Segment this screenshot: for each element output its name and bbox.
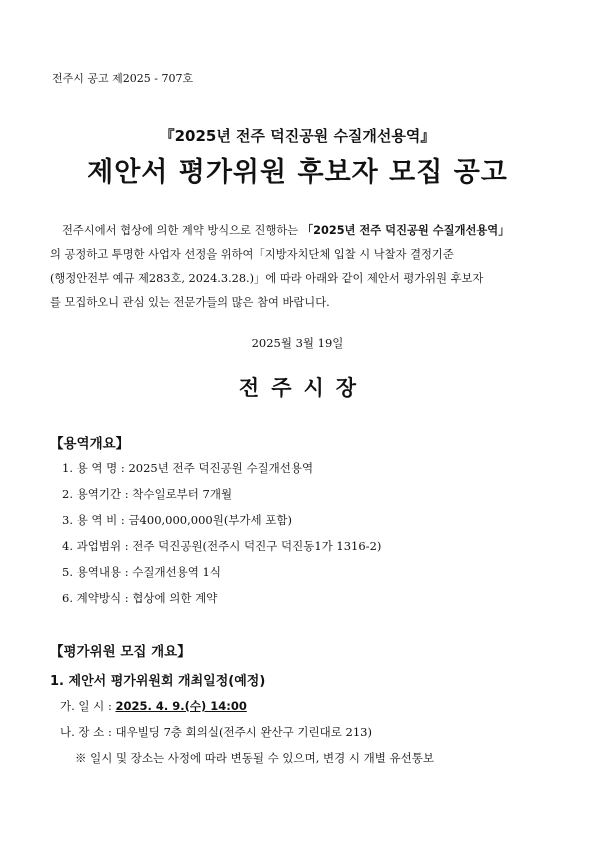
service-item-period: 2. 용역기간 : 착수일로부터 7개월	[62, 487, 233, 501]
notice-number: 전주시 공고 제2025 - 707호	[52, 72, 194, 85]
intro-line-4: 를 모집하오니 관심 있는 전문가들의 많은 참여 바랍니다.	[50, 296, 330, 309]
service-item-contract: 6. 계약방식 : 협상에 의한 계약	[62, 591, 218, 605]
recruitment-heading: 【평가위원 모집 개요】	[50, 644, 191, 660]
intro-line-3: (행정안전부 예규 제283호, 2024.3.28.)」에 따라 아래와 같이 제안서 평가위원 후보자	[50, 272, 484, 285]
committee-schedule-heading: 1. 제안서 평가위원회 개최일정(예정)	[50, 674, 266, 689]
service-item-cost: 3. 용 역 비 : 금400,000,000원(부가세 포함)	[62, 513, 293, 527]
service-item-name: 1. 용 역 명 : 2025년 전주 덕진공원 수질개선용역	[62, 461, 314, 475]
schedule-note: ※ 일시 및 장소는 사정에 따라 변동될 수 있으며, 변경 시 개별 유선통보	[75, 751, 434, 765]
intro-line-1	[62, 222, 562, 238]
schedule-place: 나. 장 소 : 대우빌딩 7층 회의실(전주시 완산구 기린대로 213)	[60, 725, 372, 739]
issuer-name: 전주시장	[238, 376, 369, 400]
notice-subtitle: 『2025년 전주 덕진공원 수질개선용역』	[159, 127, 436, 145]
service-overview-heading: 【용역개요】	[50, 436, 130, 452]
schedule-datetime	[60, 698, 247, 714]
notice-date: 2025월 3월 19일	[251, 336, 344, 350]
intro-line-1-text: 전주시에서 협상에 의한 계약 방식으로 진행하는	[62, 224, 302, 237]
notice-title: 제안서 평가위원 후보자 모집 공고	[87, 157, 508, 188]
service-item-content: 5. 용역내용 : 수질개선용역 1식	[62, 565, 221, 579]
schedule-datetime-value: 2025. 4. 9.(수) 14:00	[115, 699, 247, 713]
intro-line-2: 의 공정하고 투명한 사업자 선정을 위하여「지방자치단체 입찰 시 낙찰자 결정기준	[50, 248, 454, 261]
schedule-datetime-label: 가. 일 시 :	[60, 699, 116, 713]
service-item-scope: 4. 과업범위 : 전주 덕진공원(전주시 덕진구 덕진동1가 1316-2)	[62, 539, 382, 553]
intro-project-name: 「2025년 전주 덕진공원 수질개선용역」	[301, 224, 510, 237]
